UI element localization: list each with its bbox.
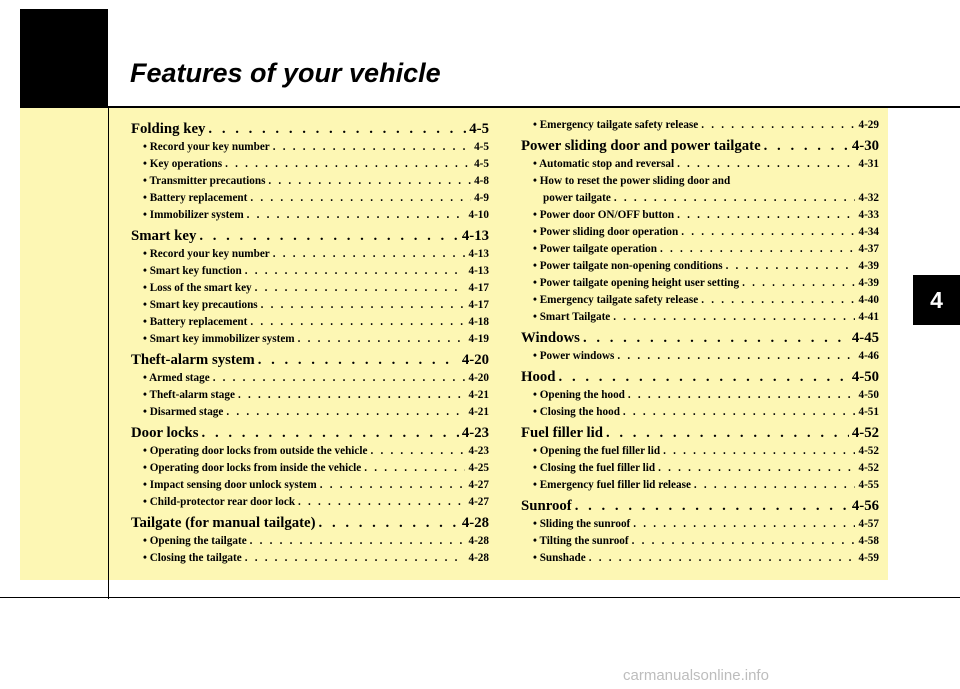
toc-entry-text: • Theft-alarm stage <box>143 389 235 401</box>
toc-page-number: 4-37 <box>858 243 879 255</box>
toc-subentry[interactable] <box>131 265 489 282</box>
dot-leader <box>255 282 466 294</box>
toc-subentry[interactable] <box>521 406 879 423</box>
toc-subentry[interactable] <box>131 333 489 350</box>
toc-entry-text: Tailgate (for manual tailgate) <box>131 515 316 531</box>
toc-subentry[interactable] <box>521 311 879 328</box>
toc-page-number: 4-18 <box>468 316 489 328</box>
toc-entry-text: • Power tailgate operation <box>533 243 657 255</box>
toc-entry-text: • Immobilizer system <box>143 209 244 221</box>
dot-leader <box>273 248 466 260</box>
toc-subentry[interactable] <box>131 445 489 462</box>
toc-entry-text: • Child-protector rear door lock <box>143 496 296 508</box>
toc-entry-text: • Key operations <box>143 158 223 170</box>
toc-page-number: 4-21 <box>468 389 489 401</box>
dot-leader <box>238 389 466 401</box>
toc-page-number: 4-39 <box>858 260 879 272</box>
toc-subentry[interactable] <box>131 248 489 265</box>
toc-entry-text: • Smart key function <box>143 265 242 277</box>
toc-page-number: 4-13 <box>468 248 489 260</box>
toc-subentry[interactable] <box>521 277 879 294</box>
toc-page-number: 4-52 <box>851 425 879 441</box>
dot-leader <box>245 265 466 277</box>
toc-page-number: 4-8 <box>474 175 489 187</box>
toc-entry-text: • Opening the tailgate <box>143 535 247 547</box>
toc-subentry[interactable] <box>131 299 489 316</box>
toc-column-right <box>521 119 879 569</box>
dot-leader <box>701 294 855 306</box>
toc-entry-text: • Impact sensing door unlock system <box>143 479 317 491</box>
dot-leader <box>575 498 849 515</box>
toc-page-number: 4-59 <box>858 552 879 564</box>
toc-entry-text: power tailgate <box>543 192 611 204</box>
dot-leader <box>370 445 465 457</box>
toc-subentry[interactable] <box>521 243 879 260</box>
toc-subentry[interactable] <box>131 406 489 423</box>
dot-leader <box>660 243 856 255</box>
toc-subentry[interactable] <box>521 552 879 569</box>
toc-subentry[interactable] <box>521 518 879 535</box>
toc-page-number: 4-9 <box>474 192 489 204</box>
toc-page-number: 4-28 <box>461 515 489 531</box>
toc-entry-text: Theft-alarm system <box>131 352 255 368</box>
toc-page-number: 4-57 <box>858 518 879 530</box>
toc-column-left <box>131 119 489 569</box>
toc-entry-text: • Record your key number <box>143 141 270 153</box>
toc-section-entry[interactable] <box>131 513 489 535</box>
toc-subentry[interactable] <box>521 226 879 243</box>
toc-entry-text: • Loss of the smart key <box>143 282 252 294</box>
dot-leader <box>250 535 466 547</box>
toc-section-entry[interactable] <box>131 350 489 372</box>
dot-leader <box>628 389 856 401</box>
toc-page-number: 4-17 <box>468 282 489 294</box>
toc-page-number: 4-5 <box>474 141 489 153</box>
toc-page-number: 4-28 <box>468 535 489 547</box>
toc-page-number: 4-23 <box>461 425 489 441</box>
footer-rule <box>0 597 960 598</box>
toc-entry-text: • Power door ON/OFF button <box>533 209 675 221</box>
toc-subentry[interactable] <box>131 535 489 552</box>
toc-page-number: 4-51 <box>858 406 879 418</box>
dot-leader <box>273 141 471 153</box>
dot-leader <box>225 158 471 170</box>
dot-leader <box>623 406 856 418</box>
dot-leader <box>742 277 855 289</box>
toc-page-number: 4-17 <box>468 299 489 311</box>
toc-subentry[interactable] <box>131 141 489 158</box>
dot-leader <box>632 535 856 547</box>
dot-leader <box>614 192 856 204</box>
dot-leader <box>677 209 855 221</box>
dot-leader <box>199 228 459 245</box>
toc-page-number: 4-39 <box>858 277 879 289</box>
toc-section-entry[interactable] <box>131 119 489 141</box>
toc-page-number: 4-27 <box>468 479 489 491</box>
dot-leader <box>559 369 849 386</box>
toc-subentry[interactable] <box>521 479 879 496</box>
toc-page-number: 4-33 <box>858 209 879 221</box>
toc-entry-text: • Battery replacement <box>143 316 248 328</box>
toc-page-number: 4-25 <box>468 462 489 474</box>
toc-entry-text: • Operating door locks from inside the vehicle <box>143 462 362 474</box>
toc-entry-text: • Opening the hood <box>533 389 625 401</box>
toc-page-number: 4-30 <box>851 138 879 154</box>
toc-entry-text: • Closing the tailgate <box>143 552 242 564</box>
dot-leader <box>202 425 459 442</box>
dot-leader <box>764 138 849 155</box>
toc-entry-text: • Closing the fuel filler lid <box>533 462 656 474</box>
dot-leader <box>319 515 459 532</box>
toc-subentry[interactable] <box>521 260 879 277</box>
toc-subentry[interactable] <box>131 175 489 192</box>
toc-entry-text: Power sliding door and power tailgate <box>521 138 761 154</box>
toc-subentry[interactable] <box>521 119 879 136</box>
toc-subentry[interactable] <box>521 462 879 479</box>
toc-page-number: 4-5 <box>469 121 489 137</box>
toc-page-number: 4-58 <box>858 535 879 547</box>
toc-subentry[interactable] <box>131 496 489 513</box>
toc-entry-text: • Power sliding door operation <box>533 226 679 238</box>
toc-page-number: 4-34 <box>858 226 879 238</box>
toc-page-number: 4-31 <box>858 158 879 170</box>
dot-leader <box>663 445 855 457</box>
toc-entry-text: • Disarmed stage <box>143 406 224 418</box>
dot-leader <box>606 425 849 442</box>
dot-leader <box>681 226 855 238</box>
dot-leader <box>694 479 856 491</box>
toc-section-entry[interactable] <box>521 423 879 445</box>
dot-leader <box>268 175 471 187</box>
dot-leader <box>298 333 466 345</box>
toc-entry-text: • Opening the fuel filler lid <box>533 445 661 457</box>
toc-subentry[interactable] <box>131 389 489 406</box>
toc-page-number: 4-45 <box>851 330 879 346</box>
toc-section-entry[interactable] <box>131 226 489 248</box>
toc-subentry[interactable] <box>521 445 879 462</box>
toc-entry-text: • Armed stage <box>143 372 210 384</box>
dot-leader <box>701 119 855 131</box>
toc-subentry[interactable] <box>131 462 489 479</box>
toc-page-number: 4-20 <box>461 352 489 368</box>
toc-page-number: 4-19 <box>468 333 489 345</box>
toc-page-number: 4-56 <box>851 498 879 514</box>
toc-page-number: 4-46 <box>858 350 879 362</box>
dot-leader <box>245 552 466 564</box>
dot-leader <box>213 372 466 384</box>
toc-entry-text: • Sliding the sunroof <box>533 518 631 530</box>
toc-entry-text: Fuel filler lid <box>521 425 603 441</box>
toc-subentry[interactable] <box>131 316 489 333</box>
toc-subentry[interactable] <box>521 158 879 175</box>
toc-page-number: 4-52 <box>858 445 879 457</box>
toc-page-number: 4-27 <box>468 496 489 508</box>
toc-entry-text: • Emergency tailgate safety release <box>533 294 699 306</box>
toc-entry-text: • Smart key precautions <box>143 299 258 311</box>
toc-entry-text: • Closing the hood <box>533 406 620 418</box>
dot-leader <box>250 316 465 328</box>
chapter-tab[interactable]: 4 <box>913 275 960 325</box>
dot-leader <box>208 121 466 138</box>
toc-page-number: 4-41 <box>858 311 879 323</box>
page-title: Features of your vehicle <box>130 58 441 88</box>
toc-subentry[interactable] <box>521 535 879 552</box>
toc-subentry[interactable] <box>131 209 489 226</box>
left-margin-rule <box>108 107 109 599</box>
toc-page-number: 4-13 <box>461 228 489 244</box>
toc-entry-text: • Smart Tailgate <box>533 311 611 323</box>
toc-page-number: 4-28 <box>468 552 489 564</box>
toc-subentry[interactable] <box>131 192 489 209</box>
toc-page-number: 4-21 <box>468 406 489 418</box>
toc-subentry[interactable] <box>131 282 489 299</box>
toc-subentry[interactable] <box>521 350 879 367</box>
toc-entry-text: • Tilting the sunroof <box>533 535 629 547</box>
toc-entry-text: • Power windows <box>533 350 615 362</box>
dot-leader <box>613 311 855 323</box>
toc-entry-text: Sunroof <box>521 498 572 514</box>
toc-section-entry[interactable] <box>521 328 879 350</box>
toc-entry-text: Windows <box>521 330 580 346</box>
toc-page-number: 4-5 <box>474 158 489 170</box>
toc-subentry[interactable] <box>521 294 879 311</box>
dot-leader <box>261 299 466 311</box>
dot-leader <box>583 330 849 347</box>
toc-entry-text: • Transmitter precautions <box>143 175 266 187</box>
toc-entry-text: • Power tailgate non-opening conditions <box>533 260 723 272</box>
toc-entry-text: • Battery replacement <box>143 192 248 204</box>
dot-leader <box>364 462 465 474</box>
toc-section-entry[interactable] <box>131 423 489 445</box>
watermark: carmanualsonline.info <box>623 667 769 684</box>
toc-entry-text: • Smart key immobilizer system <box>143 333 295 345</box>
dot-leader <box>247 209 466 221</box>
toc-subentry[interactable] <box>521 192 879 209</box>
dot-leader <box>589 552 856 564</box>
dot-leader <box>677 158 855 170</box>
toc-entry-text: • How to reset the power sliding door and <box>533 175 731 187</box>
toc-page-number: 4-55 <box>858 479 879 491</box>
toc-page-number: 4-40 <box>858 294 879 306</box>
toc-entry-text: Smart key <box>131 228 197 244</box>
toc-subentry[interactable] <box>131 158 489 175</box>
toc-entry-text: • Power tailgate opening height user setting <box>533 277 740 289</box>
dot-leader <box>633 518 855 530</box>
dot-leader <box>258 352 459 369</box>
dot-leader <box>726 260 856 272</box>
toc-page-number: 4-52 <box>858 462 879 474</box>
toc-page-number: 4-32 <box>858 192 879 204</box>
toc-subentry[interactable] <box>521 389 879 406</box>
toc-section-entry[interactable] <box>521 136 879 158</box>
toc-page-number: 4-10 <box>468 209 489 221</box>
toc-page-number: 4-29 <box>858 119 879 131</box>
corner-black-block <box>20 9 108 107</box>
toc-entry-text: • Operating door locks from outside the vehicle <box>143 445 368 457</box>
toc-entry-text: Folding key <box>131 121 206 137</box>
toc-entry-text: • Sunshade <box>533 552 586 564</box>
toc-subentry[interactable] <box>131 372 489 389</box>
toc-subentry[interactable] <box>131 552 489 569</box>
toc-subentry[interactable] <box>131 479 489 496</box>
dot-leader <box>250 192 471 204</box>
toc-entry-text: • Emergency tailgate safety release <box>533 119 699 131</box>
toc-entry-text: • Record your key number <box>143 248 270 260</box>
toc-page-number: 4-50 <box>858 389 879 401</box>
toc-page-number: 4-20 <box>468 372 489 384</box>
toc-subentry[interactable] <box>521 209 879 226</box>
toc-page-number: 4-23 <box>468 445 489 457</box>
dot-leader <box>298 496 465 508</box>
toc-entry-text: • Automatic stop and reversal <box>533 158 675 170</box>
toc-page-number: 4-13 <box>468 265 489 277</box>
toc-entry-text: Door locks <box>131 425 199 441</box>
toc-entry-text: • Emergency fuel filler lid release <box>533 479 691 491</box>
dot-leader <box>617 350 855 362</box>
toc-entry-text: Hood <box>521 369 556 385</box>
toc-section-entry[interactable] <box>521 367 879 389</box>
toc-page-number: 4-50 <box>851 369 879 385</box>
dot-leader <box>658 462 855 474</box>
dot-leader <box>226 406 465 418</box>
dot-leader <box>320 479 466 491</box>
toc-section-entry[interactable] <box>521 496 879 518</box>
